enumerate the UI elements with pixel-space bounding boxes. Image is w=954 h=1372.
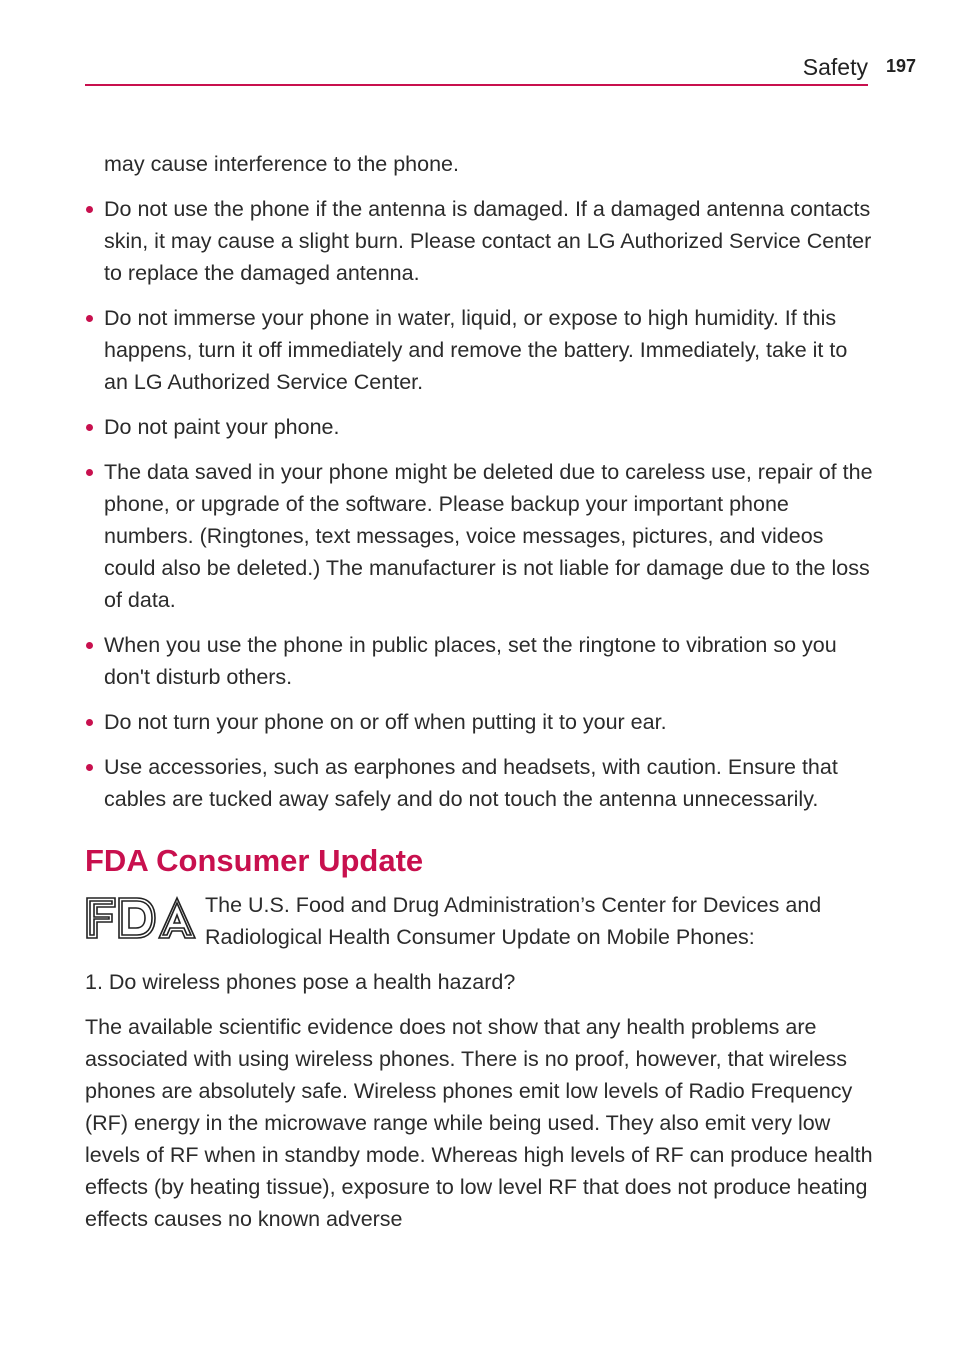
bullet-text: Do not use the phone if the antenna is damaged. If a damaged antenna contacts skin, it may cause a slight burn. Please contact an LG Authorized Service Center to replace the damaged antenna. — [104, 197, 872, 285]
bullet-dot-icon — [86, 642, 93, 649]
list-item — [85, 302, 875, 398]
bullet-text: Use accessories, such as earphones and headsets, with caution. Ensure that cables are tucked away safely and do not touch the antenna unnecessarily. — [104, 755, 838, 811]
list-item — [85, 706, 875, 738]
page-header — [85, 52, 868, 86]
page-number: 197 — [886, 56, 917, 76]
bullet-text: Do not turn your phone on or off when putting it to your ear. — [104, 710, 667, 734]
bullet-text: The data saved in your phone might be deleted due to careless use, repair of the phone, or upgrade of the software. Please backup your important phone numbers. (Ringtones, text messages, voice messages, pictures, and videos could also be deleted.) The manufacturer is not liable for damage due to the loss of data. — [104, 460, 873, 612]
list-item — [85, 456, 875, 616]
bullet-dot-icon — [86, 206, 93, 213]
bullet-text: When you use the phone in public places, set the ringtone to vibration so you don't disturb others. — [104, 633, 837, 689]
fda-intro-block — [85, 889, 875, 953]
section-title: FDA Consumer Update — [85, 843, 424, 878]
bullet-dot-icon — [86, 719, 93, 726]
header-title: Safety — [802, 54, 868, 80]
fda-logo-icon — [85, 895, 197, 941]
answer-paragraph: The available scientific evidence does not show that any health problems are associated with using wireless phones. There is no proof, however, that wireless phones are absolutely safe. Wireless phones emit low levels of Radio Frequency (RF) energy in the microwave range while being used. They also emit very low levels of RF when in standby mode. Whereas high levels of RF can produce health effects (by heating tissue), exposure to low level RF that does not produce heating effects causes no known adverse — [85, 1015, 873, 1231]
list-item — [85, 411, 875, 443]
bullet-text: Do not immerse your phone in water, liquid, or expose to high humidity. If this happens, turn it off immediately and remove the battery. Immediately, take it to an LG Authorized Service Center. — [104, 306, 848, 394]
safety-bullet-list — [85, 193, 875, 815]
bullet-dot-icon — [86, 315, 93, 322]
bullet-dot-icon — [86, 424, 93, 431]
list-item — [85, 193, 875, 289]
bullet-text: Do not paint your phone. — [104, 415, 340, 439]
bullet-dot-icon — [86, 764, 93, 771]
continuation-text: may cause interference to the phone. — [104, 152, 459, 176]
fda-intro-text: The U.S. Food and Drug Administration’s Center for Devices and Radiological Health Consumer Update on Mobile Phones: — [205, 893, 822, 949]
list-item — [85, 751, 875, 815]
list-item — [85, 629, 875, 693]
bullet-dot-icon — [86, 469, 93, 476]
question-heading: 1. Do wireless phones pose a health hazard? — [85, 970, 516, 994]
page-content — [85, 148, 875, 1235]
